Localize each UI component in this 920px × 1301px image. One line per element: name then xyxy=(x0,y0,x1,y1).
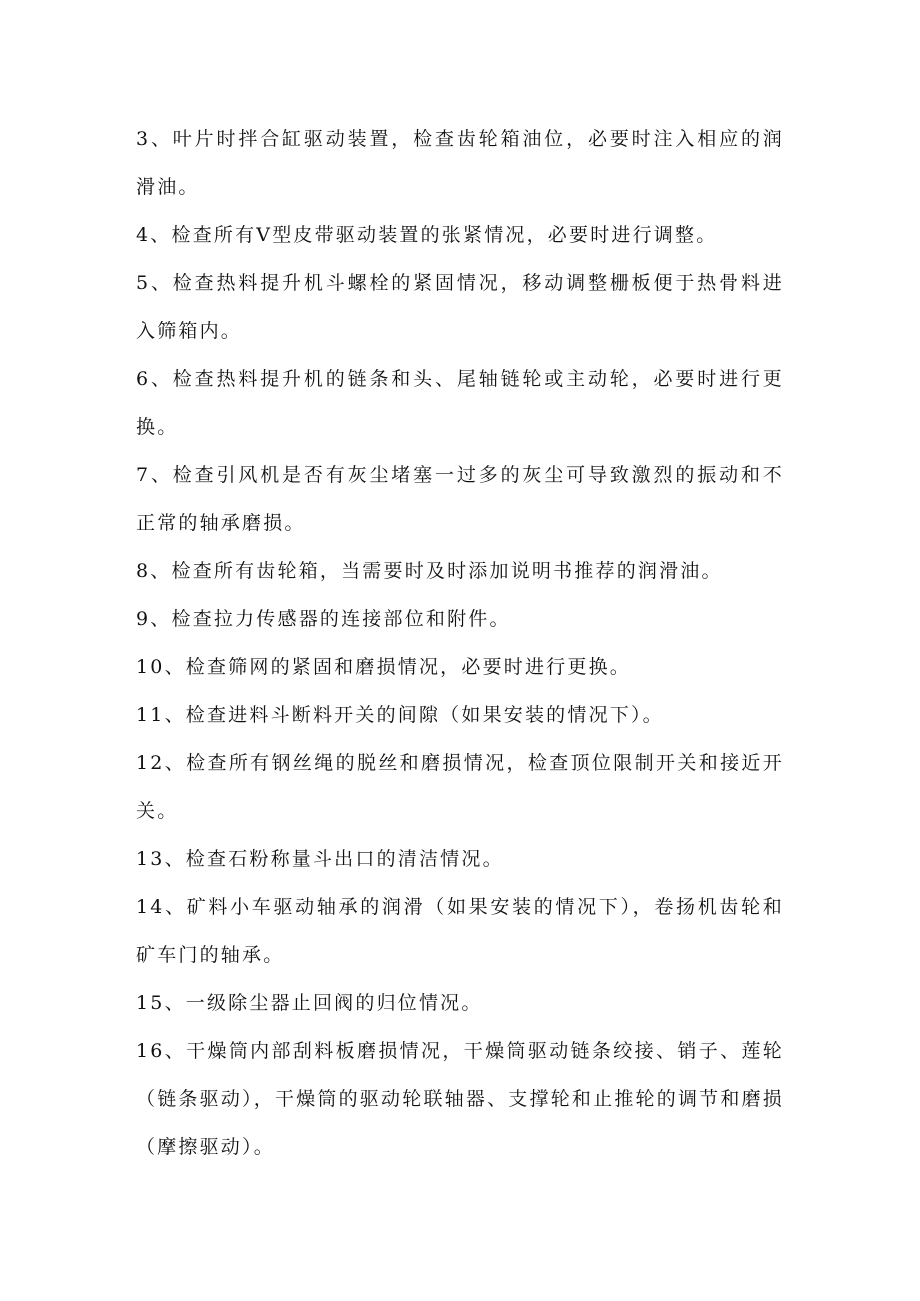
checklist-item-3: 3、叶片时拌合缸驱动装置，检查齿轮箱油位，必要时注入相应的润滑油。 xyxy=(136,128,784,198)
checklist-item-13: 13、检查石粉称量斗出口的清洁情况。 xyxy=(136,848,504,870)
checklist-item-11: 11、检查进料斗断料开关的间隙（如果安装的情况下）。 xyxy=(136,704,664,726)
checklist-item-4: 4、检查所有V型皮带驱动装置的张紧情况，必要时进行调整。 xyxy=(136,224,718,246)
checklist-item-8: 8、检查所有齿轮箱，当需要时及时添加说明书推荐的润滑油。 xyxy=(136,560,723,582)
checklist-item-14: 14、矿料小车驱动轴承的润滑（如果安装的情况下），卷扬机齿轮和矿车门的轴承。 xyxy=(136,896,784,966)
checklist-item-7: 7、检查引风机是否有灰尘堵塞一过多的灰尘可导致激烈的振动和不正常的轴承磨损。 xyxy=(136,464,784,534)
maintenance-checklist xyxy=(136,115,784,1171)
checklist-item-5: 5、检查热料提升机斗螺栓的紧固情况，移动调整栅板便于热骨料进入筛箱内。 xyxy=(136,272,784,342)
checklist-item-6: 6、检查热料提升机的链条和头、尾轴链轮或主动轮，必要时进行更换。 xyxy=(136,368,784,438)
checklist-item-15: 15、一级除尘器止回阀的归位情况。 xyxy=(136,992,483,1014)
checklist-item-16: 16、干燥筒内部刮料板磨损情况，干燥筒驱动链条绞接、销子、莲轮（链条驱动），干燥筒的驱动轮联轴器、支撑轮和止推轮的调节和磨损（摩擦驱动）。 xyxy=(136,1040,784,1158)
checklist-item-12: 12、检查所有钢丝绳的脱丝和磨损情况，检查顶位限制开关和接近开关。 xyxy=(136,752,784,822)
checklist-item-9: 9、检查拉力传感器的连接部位和附件。 xyxy=(136,608,511,630)
checklist-item-10: 10、检查筛网的紧固和磨损情况，必要时进行更换。 xyxy=(136,656,631,678)
